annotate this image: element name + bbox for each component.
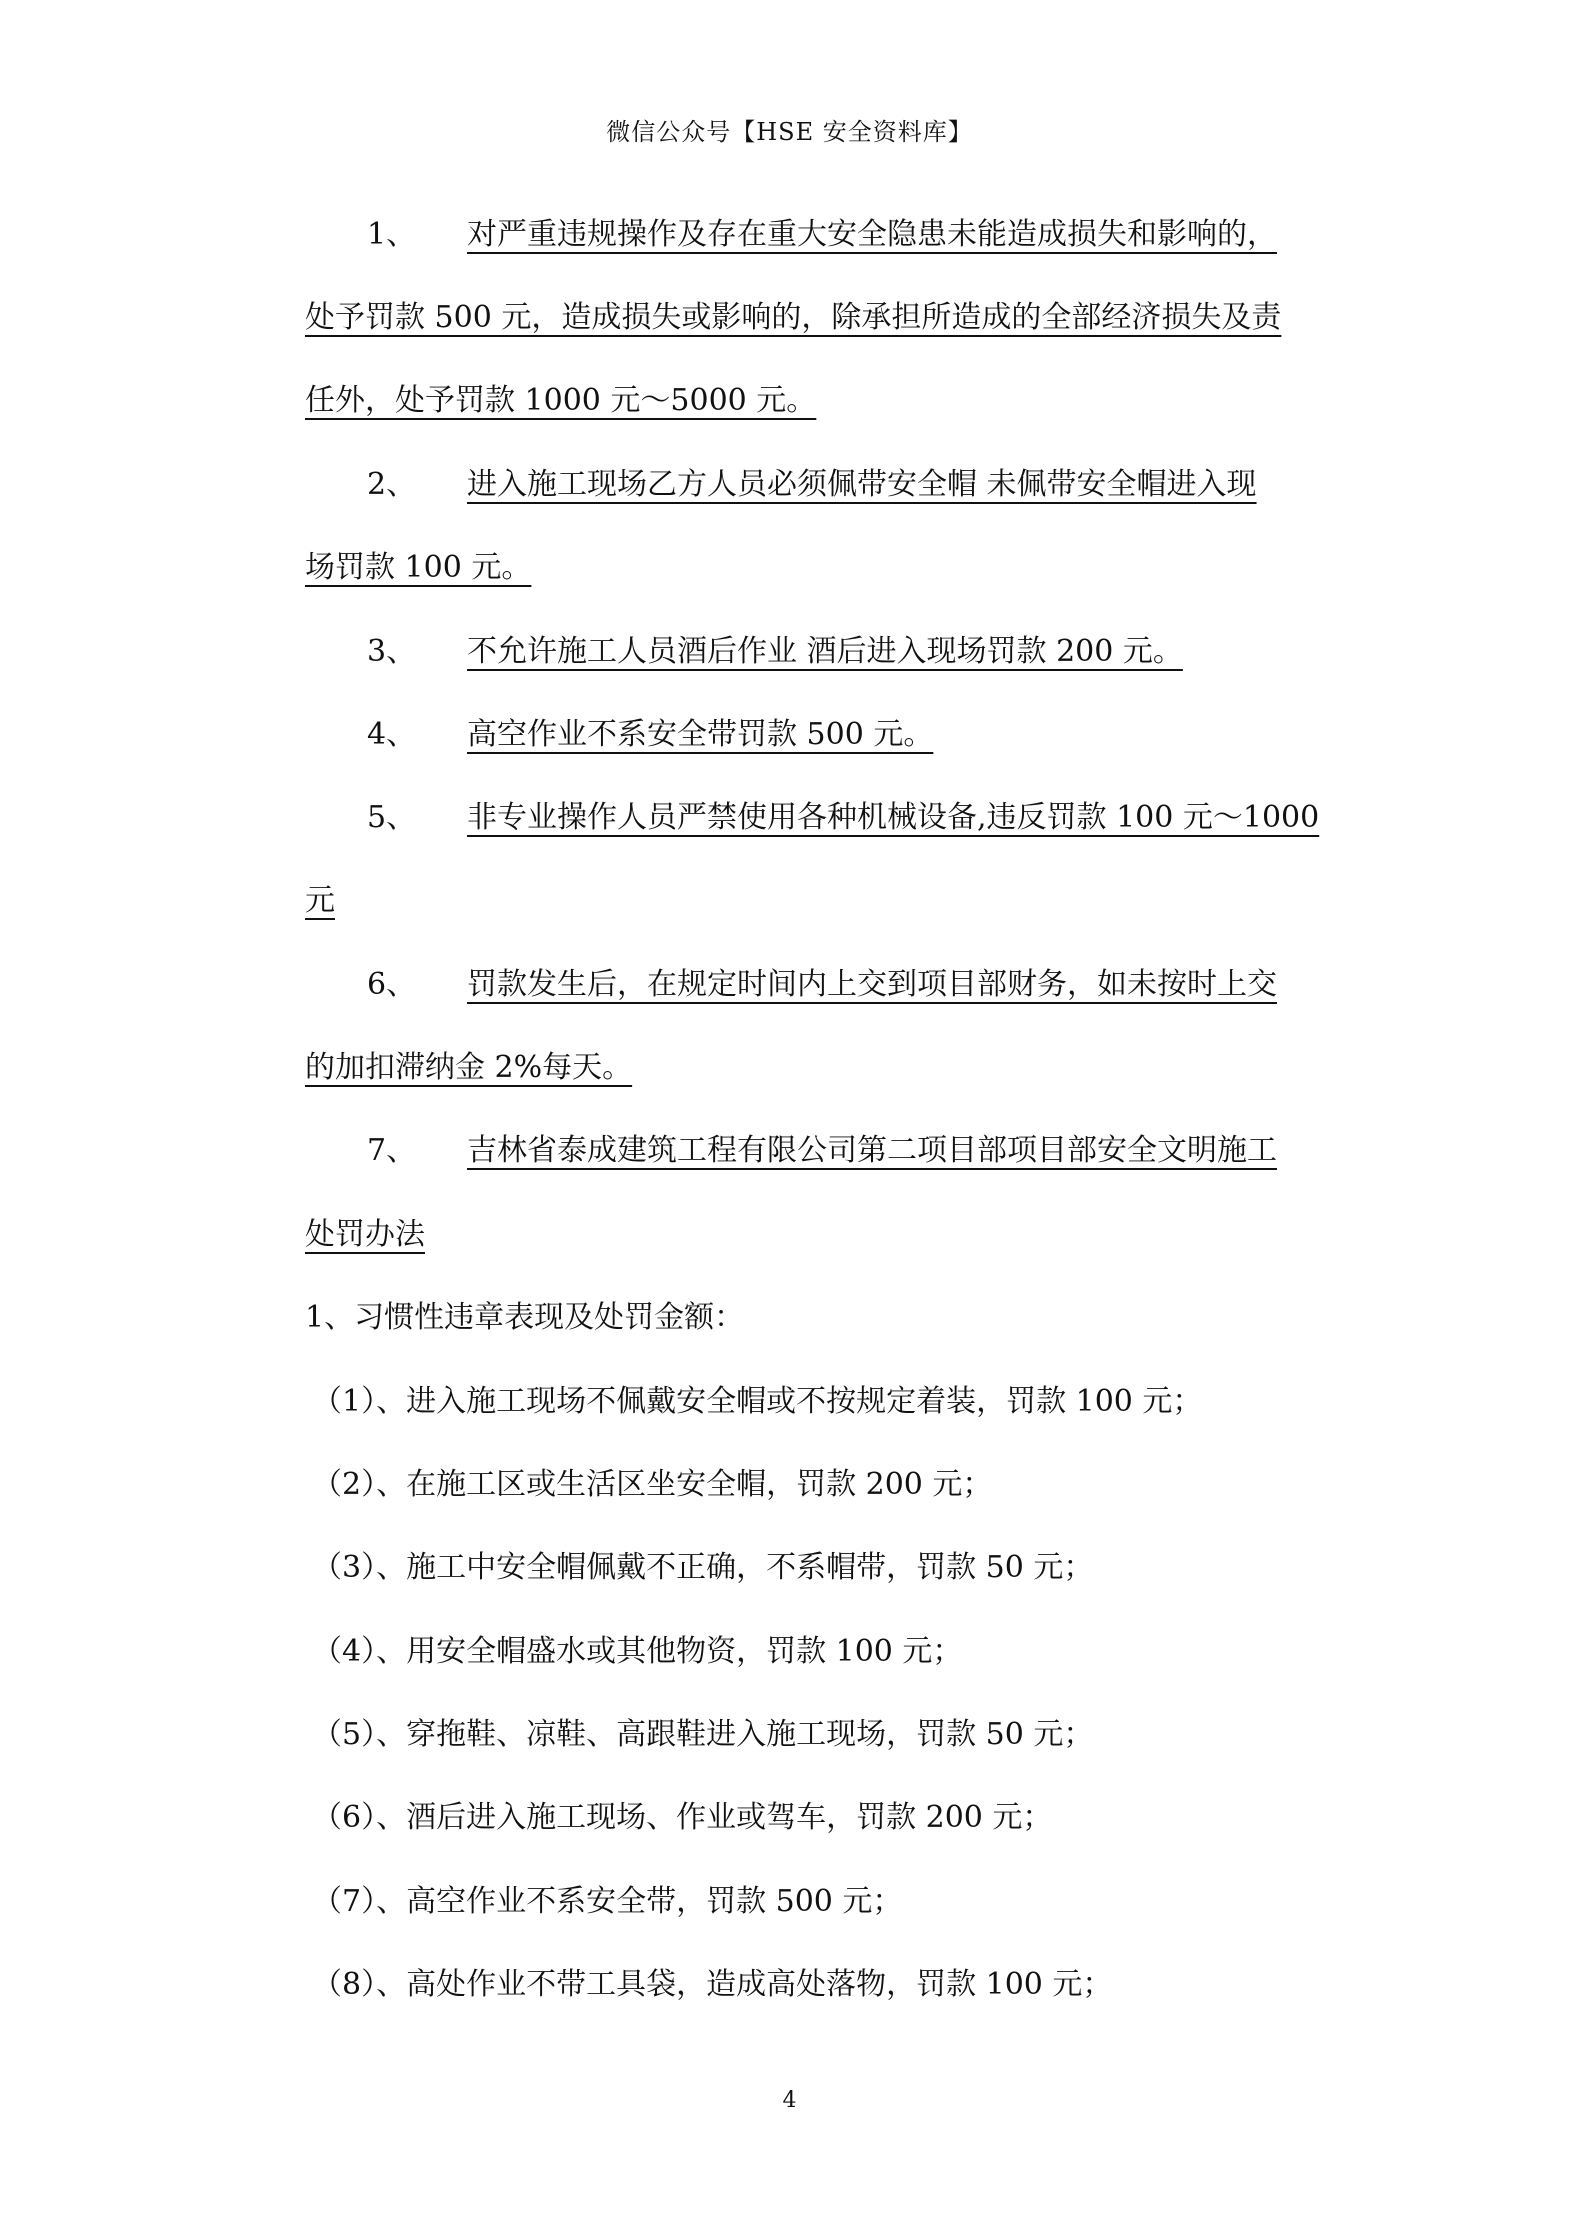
item-7-line-1: 吉林省泰成建筑工程有限公司第二项目部项目部安全文明施工 xyxy=(467,1133,1277,1168)
item-4-number: 4、 xyxy=(367,717,417,752)
sub-item-7: （7）、高空作业不系安全带，罚款 500 元； xyxy=(312,1884,903,1919)
sub-item-6: （6）、酒后进入施工现场、作业或驾车，罚款 200 元； xyxy=(312,1800,1053,1835)
section-heading: 1、习惯性违章表现及处罚金额： xyxy=(305,1300,745,1335)
item-5-line-2: 元 xyxy=(305,883,335,918)
item-1-line-2: 处予罚款 500 元，造成损失或影响的，除承担所造成的全部经济损失及责 xyxy=(305,300,1282,335)
sub-item-4: （4）、用安全帽盛水或其他物资，罚款 100 元； xyxy=(312,1634,963,1669)
item-4-line-1: 高空作业不系安全带罚款 500 元。 xyxy=(467,717,934,752)
sub-item-8: （8）、高处作业不带工具袋，造成高处落物，罚款 100 元； xyxy=(312,1967,1113,2002)
sub-item-5: （5）、穿拖鞋、凉鞋、高跟鞋进入施工现场，罚款 50 元； xyxy=(312,1717,1094,1752)
item-2-line-1: 进入施工现场乙方人员必须佩带安全帽 未佩带安全帽进入现 xyxy=(467,467,1257,502)
item-7-number: 7、 xyxy=(367,1133,417,1168)
item-7-line-2: 处罚办法 xyxy=(305,1217,425,1252)
item-5-number: 5、 xyxy=(367,800,417,835)
item-5-line-1: 非专业操作人员严禁使用各种机械设备,违反罚款 100 元～1000 xyxy=(467,800,1320,835)
item-1-line-3: 任外，处予罚款 1000 元～5000 元。 xyxy=(305,383,817,418)
page-number: 4 xyxy=(782,2088,797,2113)
item-3-number: 3、 xyxy=(367,634,417,669)
sub-item-2: （2）、在施工区或生活区坐安全帽，罚款 200 元； xyxy=(312,1467,993,1502)
item-2-line-2: 场罚款 100 元。 xyxy=(305,550,532,585)
page-header: 微信公众号【HSE 安全资料库】 xyxy=(606,118,973,146)
sub-item-1: （1）、进入施工现场不佩戴安全帽或不按规定着装，罚款 100 元； xyxy=(312,1384,1203,1419)
sub-item-3: （3）、施工中安全帽佩戴不正确，不系帽带，罚款 50 元； xyxy=(312,1550,1094,1585)
item-6-number: 6、 xyxy=(367,967,417,1002)
item-2-number: 2、 xyxy=(367,467,417,502)
item-3-line-1: 不允许施工人员酒后作业 酒后进入现场罚款 200 元。 xyxy=(467,634,1183,669)
item-6-line-1: 罚款发生后，在规定时间内上交到项目部财务，如未按时上交 xyxy=(467,967,1277,1002)
item-1-line-1: 对严重违规操作及存在重大安全隐患未能造成损失和影响的， xyxy=(467,217,1277,252)
item-1-number: 1、 xyxy=(367,217,417,252)
item-6-line-2: 的加扣滞纳金 2%每天。 xyxy=(305,1050,633,1085)
